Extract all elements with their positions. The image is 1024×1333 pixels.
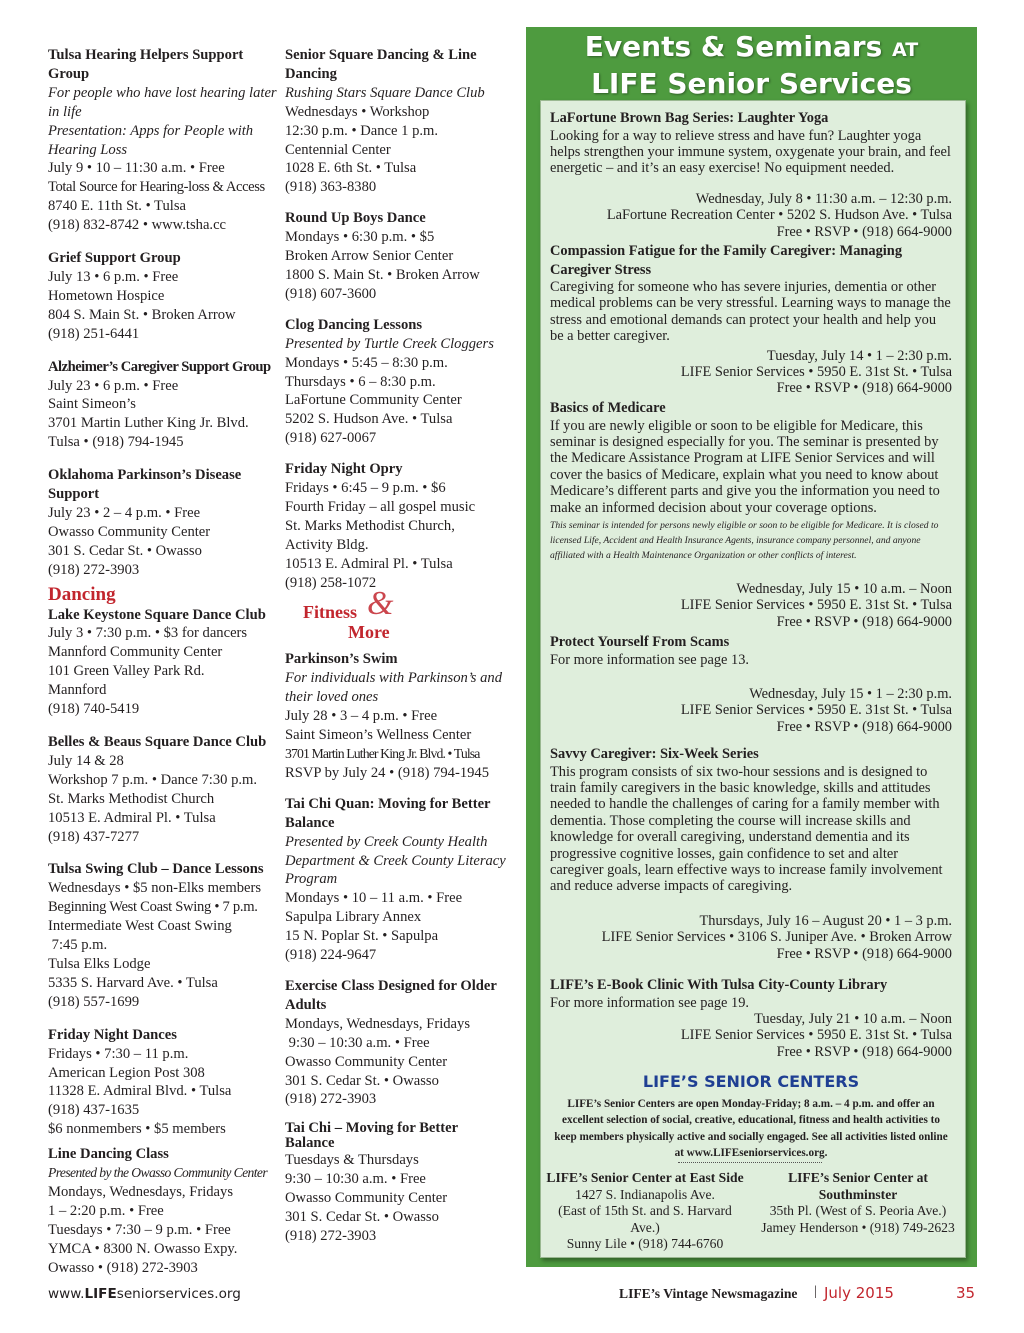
event-venue: LaFortune Community Center	[285, 392, 462, 409]
event-round-up-boys	[285, 209, 515, 304]
center-directions: (East of 15th St. and S. Harvard Ave.)	[558, 1203, 732, 1235]
event-exercise-class	[285, 977, 515, 1109]
seminar-title: LaFortune Brown Bag Series: Laughter Yoga	[550, 110, 829, 126]
seminar-contact: Free • RSVP • (918) 664-9000	[776, 613, 952, 630]
event-venue: Saint Simeon’s Wellness Center	[285, 727, 472, 744]
center-southminster	[758, 1170, 958, 1236]
event-venue: Owasso Community Center	[48, 523, 211, 540]
seminar-date: Thursdays, July 16 – August 20 • 1 – 3 p.m.	[699, 912, 952, 929]
event-venue: St. Marks Methodist Church,	[285, 517, 455, 534]
senior-centers-heading: LIFE’S SENIOR CENTERS	[642, 1072, 860, 1091]
event-contact: (918) 607-3600	[285, 285, 377, 302]
seminar-details	[550, 191, 952, 240]
event-date: July 23 • 2 – 4 p.m. • Free	[48, 504, 201, 521]
event-title: Grief Support Group	[48, 250, 181, 267]
seminar-details	[550, 913, 952, 962]
event-address: 15 N. Poplar St. • Sapulpa	[285, 928, 439, 945]
event-venue: Total Source for Hearing-loss & Access	[48, 179, 265, 196]
seminar-contact: Free • RSVP • (918) 664-9000	[776, 380, 952, 397]
event-venue: Owasso Community Center	[285, 1190, 448, 1207]
event-lake-keystone	[48, 606, 280, 719]
event-title: Belles & Beaus Square Dance Club	[48, 734, 267, 750]
event-presentation: Hearing Loss	[48, 141, 128, 158]
event-contact: (918) 258-1072	[285, 574, 377, 591]
event-venue: Owasso Community Center	[285, 1053, 448, 1070]
section-heading-fitness-more: & Fitness More	[303, 585, 394, 643]
event-presentation: Presentation: Apps for People with	[48, 122, 254, 139]
event-friday-night-opry	[285, 460, 515, 592]
event-grief-support	[48, 249, 280, 344]
center-name: Southminster	[818, 1186, 898, 1202]
event-contact: (918) 437-1635	[48, 1102, 140, 1119]
footer-publication-name: LIFE’s Vintage Newsmagazine	[619, 1286, 798, 1301]
event-date: July 14 & 28	[48, 752, 124, 769]
center-contact: Sunny Lile • (918) 744-6760	[566, 1236, 724, 1251]
event-address: 1800 S. Main St. • Broken Arrow	[285, 266, 480, 283]
seminar-description: Caregiving for someone who has severe injuries, dementia or other medical problems can be very stressful. Learning ways to manage the stress and emotional demands can protect your health and help you be a better caregiver.	[550, 279, 951, 345]
seminar-date: Tuesday, July 21 • 10 a.m. – Noon	[754, 1010, 952, 1027]
event-date: Fridays • 7:30 – 11 p.m.	[48, 1045, 189, 1062]
event-title: Tai Chi Quan: Moving for Better Balance	[285, 795, 491, 831]
event-presenter: Presented by Turtle Creek Cloggers	[285, 335, 494, 352]
event-title: Alzheimer’s Caregiver Support Group	[48, 358, 271, 375]
event-contact: (918) 251-6441	[48, 325, 140, 342]
event-city: Mannford	[48, 682, 107, 699]
event-price: $6 nonmembers • $5 members	[48, 1121, 226, 1138]
event-time: Tuesdays • 7:30 – 9 p.m. • Free	[48, 1221, 231, 1238]
event-contact: (918) 437-7277	[48, 828, 140, 845]
event-tai-chi-quan	[285, 795, 515, 965]
seminar-laughter-yoga	[550, 109, 952, 240]
event-time: 9:30 – 10:30 a.m. • Free	[285, 1034, 430, 1051]
center-name: LIFE’s Senior Center at	[788, 1170, 928, 1185]
event-contact: RSVP by July 24 • (918) 794-1945	[285, 764, 490, 781]
event-date: July 9 • 10 – 11:30 a.m. • Free	[48, 160, 225, 177]
event-line-dancing	[48, 1145, 280, 1277]
event-title: Exercise Class Designed for Older Adults	[285, 977, 497, 1013]
seminar-date: Tuesday, July 14 • 1 – 2:30 p.m.	[766, 347, 952, 364]
event-date: Wednesdays • $5 non-Elks members	[48, 880, 262, 897]
event-title: Friday Night Opry	[285, 461, 403, 478]
event-venue: YMCA • 8300 N. Owasso Expy.	[48, 1240, 238, 1257]
event-address: 5202 S. Hudson Ave. • Tulsa	[285, 411, 453, 428]
seminar-basics-of-medicare	[550, 399, 952, 630]
event-title: Friday Night Dances	[48, 1026, 177, 1043]
event-address: 3701 Martin Luther King Jr. Blvd. • Tulsa	[285, 746, 480, 761]
event-date: Wednesdays • Workshop	[285, 103, 430, 120]
event-address: 101 Green Valley Park Rd.	[48, 663, 205, 680]
dotted-divider	[678, 1162, 822, 1163]
event-address: 301 S. Cedar St. • Owasso	[285, 1072, 439, 1089]
event-address: 10513 E. Admiral Pl. • Tulsa	[48, 809, 216, 826]
event-tulsa-swing-club	[48, 860, 280, 1011]
ampersand-ornament: &	[367, 585, 394, 623]
section-heading-dancing: Dancing	[48, 583, 116, 605]
seminar-contact: Free • RSVP • (918) 664-9000	[776, 718, 952, 735]
seminar-contact: Free • RSVP • (918) 664-9000	[776, 1043, 952, 1060]
event-address: 11328 E. Admiral Blvd. • Tulsa	[48, 1083, 232, 1100]
event-address: 1028 E. 6th St. • Tulsa	[285, 160, 417, 177]
event-venue: Broken Arrow Senior Center	[285, 248, 454, 265]
event-parkinsons-swim	[285, 650, 515, 782]
event-venue: St. Marks Methodist Church	[48, 790, 215, 807]
middle-column	[285, 46, 515, 1260]
seminar-ebook-clinic	[550, 976, 952, 1060]
seminar-venue: LaFortune Recreation Center • 5202 S. Hudson Ave. • Tulsa	[606, 207, 952, 224]
event-address: 5335 S. Harvard Ave. • Tulsa	[48, 974, 218, 991]
seminar-description: If you are newly eligible or soon to be eligible for Medicare, this seminar is designed especially for you. The seminar is presented by the Medicare Assistance Program at LIFE Senior Services and will cover the basics of Medicare, explain what you need to know about Medicare’s different parts and give you the information you need to make an informed decision about your coverage options.	[550, 417, 940, 516]
seminar-savvy-caregiver	[550, 745, 952, 962]
seminar-title: Basics of Medicare	[550, 400, 666, 416]
seminar-description: For more information see page 13.	[550, 651, 750, 668]
event-date: Mondays, Wednesdays, Fridays	[285, 1015, 471, 1032]
event-title: Tulsa Hearing Helpers Support Group	[48, 47, 244, 82]
event-date: Tuesdays & Thursdays	[285, 1152, 419, 1169]
event-description: For individuals with Parkinson’s and	[285, 670, 503, 687]
event-senior-square-dancing	[285, 46, 515, 197]
event-contact: (918) 557-1699	[48, 993, 140, 1010]
event-address: 3701 Martin Luther King Jr. Blvd.	[48, 415, 249, 432]
event-note: Fourth Friday – all gospel music	[285, 498, 476, 515]
event-date: July 13 • 6 p.m. • Free	[48, 268, 179, 285]
seminar-title: Savvy Caregiver: Six-Week Series	[550, 746, 759, 762]
event-time: 9:30 – 10:30 a.m. • Free	[285, 1171, 426, 1188]
event-date: Mondays, Wednesdays, Fridays	[48, 1183, 234, 1200]
seminar-contact: Free • RSVP • (918) 664-9000	[776, 945, 952, 962]
event-title: Oklahoma Parkinson’s Disease Support	[48, 467, 242, 503]
event-date: July 28 • 3 – 4 p.m. • Free	[285, 708, 438, 725]
seminar-description: Looking for a way to relieve stress and have fun? Laughter yoga helps strengthen your immune system, oxygenate your brain, and feel energetic – and it’s an easy exercise! No equipment needed.	[550, 127, 951, 177]
event-title: Round Up Boys Dance	[285, 210, 426, 227]
center-contact: Jamey Henderson • (918) 749-2623	[761, 1219, 955, 1235]
event-contact: (918) 272-3903	[48, 561, 140, 578]
event-venue: Tulsa Elks Lodge	[48, 955, 151, 972]
event-venue: Centennial Center	[285, 141, 391, 158]
event-friday-night-dances	[48, 1026, 280, 1139]
event-time: Beginning West Coast Swing • 7 p.m.	[48, 899, 258, 916]
event-presenter: Program	[285, 871, 338, 888]
event-time: Intermediate West Coast Swing	[48, 918, 232, 935]
seminar-details	[550, 581, 952, 630]
event-time: Thursdays • 6 – 8:30 p.m.	[285, 373, 436, 390]
seminar-description: This program consists of six two-hour sessions and is designed to train family caregivers in the basic knowledge, skills and attitudes needed to handle the challenges of caring for a family member with dementia. Those completing the course will increase skills and knowledge for overall caregiving, understand dementia and its progressive cognitive losses, gain confidence to set and alter caregiver goals, learn effective ways to increase family involvement and reduce adverse impacts of caregiving.	[550, 763, 943, 895]
event-tulsa-hearing-helpers	[48, 46, 280, 235]
seminar-venue: LIFE Senior Services • 5950 E. 31st St. • Tulsa	[680, 1027, 952, 1044]
event-contact: (918) 627-0067	[285, 430, 377, 447]
seminar-venue: LIFE Senior Services • 5950 E. 31st St. • Tulsa	[680, 597, 952, 614]
center-address: 35th Pl. (West of S. Peoria Ave.)	[769, 1203, 947, 1218]
event-time: Workshop 7 p.m. • Dance 7:30 p.m.	[48, 771, 258, 788]
event-time: 1 – 2:20 p.m. • Free	[48, 1202, 164, 1219]
event-time: Mondays • 10 – 11 a.m. • Free	[285, 890, 463, 907]
event-title: Tulsa Swing Club – Dance Lessons	[48, 861, 264, 878]
event-description: in life	[48, 103, 82, 120]
event-contact: (918) 363-8380	[285, 179, 377, 196]
event-contact: (918) 740-5419	[48, 701, 140, 718]
event-address: 8740 E. 11th St. • Tulsa	[48, 198, 186, 215]
seminar-date: Wednesday, July 8 • 11:30 a.m. – 12:30 p.m.	[695, 190, 952, 207]
seminar-venue: LIFE Senior Services • 3106 S. Juniper Ave. • Broken Arrow	[601, 929, 952, 946]
event-time: 7:45 p.m.	[48, 937, 108, 954]
event-time: Mondays • 5:45 – 8:30 p.m.	[285, 354, 448, 371]
event-contact: (918) 224-9647	[285, 947, 377, 964]
seminar-contact: Free • RSVP • (918) 664-9000	[776, 223, 952, 240]
event-presenter: Department & Creek County Literacy	[285, 852, 506, 869]
left-column	[48, 46, 280, 1291]
seminar-details	[550, 348, 952, 397]
center-east-side	[545, 1170, 745, 1253]
event-time: 12:30 p.m. • Dance 1 p.m.	[285, 122, 439, 139]
event-belles-beaus	[48, 733, 280, 846]
event-title: Senior Square Dancing & Line Dancing	[285, 47, 477, 82]
event-title: Parkinson’s Swim	[285, 651, 398, 668]
footer-website-link[interactable]: www.LIFEseniorservices.org	[48, 1286, 241, 1302]
event-date: July 3 • 7:30 p.m. • $3 for dancers	[48, 625, 248, 642]
seminar-title: Compassion Fatigue for the Family Caregiver: Managing Caregiver Stress	[550, 243, 903, 278]
event-description: For people who have lost hearing later	[48, 84, 277, 101]
event-tai-chi-balance	[285, 1121, 515, 1246]
event-clog-dancing	[285, 316, 515, 448]
footer-page-number: 35	[956, 1284, 976, 1302]
event-address: 301 S. Cedar St. • Owasso	[48, 542, 202, 559]
center-address: 1427 S. Indianapolis Ave.	[575, 1186, 715, 1202]
event-address: 804 S. Main St. • Broken Arrow	[48, 306, 236, 323]
event-title: Tai Chi – Moving for Better Balance	[285, 1120, 459, 1152]
event-title: Clog Dancing Lessons	[285, 316, 423, 333]
seminar-compassion-fatigue	[550, 242, 952, 397]
seminar-venue: LIFE Senior Services • 5950 E. 31st St. • Tulsa	[680, 364, 952, 381]
seminar-venue: LIFE Senior Services • 5950 E. 31st St. • Tulsa	[680, 702, 952, 719]
box-title: Events & Seminars AT LIFE Senior Services	[584, 30, 919, 100]
event-title: Lake Keystone Square Dance Club	[48, 606, 266, 623]
center-name: LIFE’s Senior Center at East Side	[546, 1170, 744, 1185]
event-address: 301 S. Cedar St. • Owasso	[285, 1209, 439, 1226]
event-venue: American Legion Post 308	[48, 1064, 205, 1081]
seminar-title: LIFE’s E-Book Clinic With Tulsa City-County Library	[550, 977, 888, 993]
seminar-date: Wednesday, July 15 • 10 a.m. – Noon	[736, 580, 952, 597]
event-contact: Tulsa • (918) 794-1945	[48, 434, 184, 451]
event-contact: (918) 272-3903	[285, 1091, 377, 1108]
event-contact: (918) 272-3903	[285, 1227, 377, 1244]
footer-issue-date: July 2015	[824, 1284, 894, 1302]
event-venue: Mannford Community Center	[48, 644, 223, 661]
footer-separator: |	[814, 1284, 817, 1299]
event-date: Mondays • 6:30 p.m. • $5	[285, 229, 435, 246]
event-presenter: Presented by the Owasso Community Center	[48, 1165, 268, 1181]
seminar-date: Wednesday, July 15 • 1 – 2:30 p.m.	[749, 685, 952, 702]
seminar-disclaimer: This seminar is intended for persons newly eligible or soon to be eligible for Medicare. It is closed to licensed Life, Accident and Health Insurance Agents, insurance company personnel, and anyone affiliated with a Health Maintenance Organization or other conflicts of interest.	[550, 519, 939, 561]
event-title: Line Dancing Class	[48, 1146, 169, 1163]
event-alzheimers-caregiver	[48, 358, 280, 453]
event-presenter: Presented by Creek County Health	[285, 833, 488, 850]
senior-centers-description: LIFE’s Senior Centers are open Monday-Friday; 8 a.m. – 4 p.m. and offer an excellent selection of social, creative, educational, fitness and health activities to keep members physically active and socially engaged. See all activities listed online at www.LIFEseniorservices.org.	[554, 1098, 948, 1160]
event-date: Fridays • 6:45 – 9 p.m. • $6	[285, 480, 446, 497]
event-description: their loved ones	[285, 689, 379, 706]
seminar-description: For more information see page 19.	[550, 994, 750, 1011]
seminar-title: Protect Yourself From Scams	[550, 634, 730, 650]
event-venue: Saint Simeon’s	[48, 396, 136, 413]
event-address: 10513 E. Admiral Pl. • Tulsa	[285, 555, 453, 572]
event-contact: Owasso • (918) 272-3903	[48, 1259, 198, 1276]
event-venue: Sapulpa Library Annex	[285, 909, 422, 926]
event-contact: (918) 832-8742 • www.tsha.cc	[48, 217, 227, 234]
event-presenter: Rushing Stars Square Dance Club	[285, 84, 485, 101]
event-date: July 23 • 6 p.m. • Free	[48, 377, 179, 394]
seminar-protect-from-scams	[550, 633, 952, 735]
event-parkinsons-support	[48, 466, 280, 579]
event-venue: Hometown Hospice	[48, 287, 165, 304]
seminar-details	[550, 686, 952, 735]
seminar-details	[550, 1011, 952, 1060]
event-venue: Activity Bldg.	[285, 536, 369, 553]
